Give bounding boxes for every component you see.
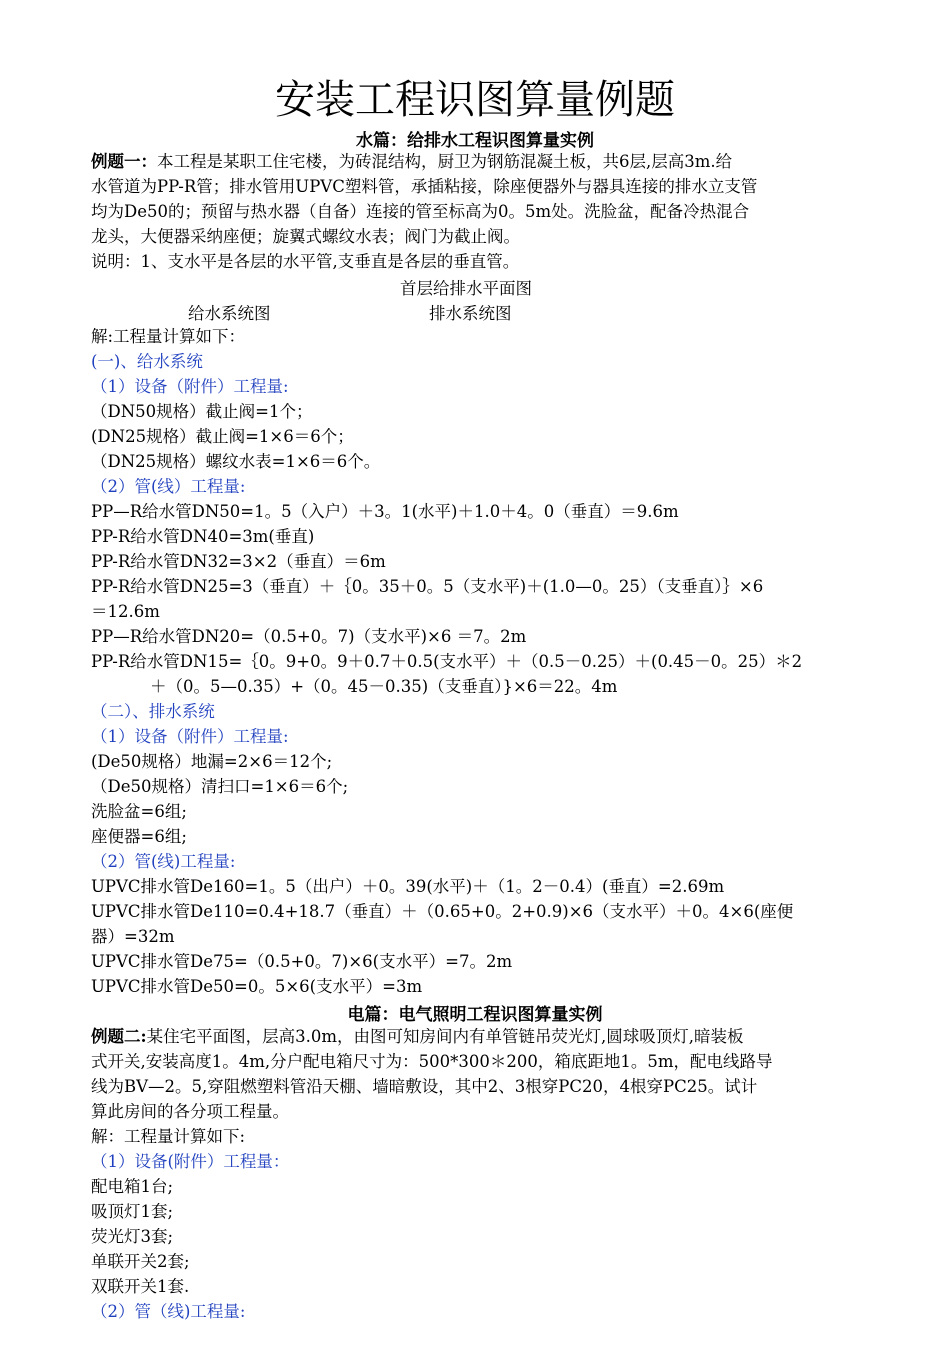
caption-floor-plan: 首层给排水平面图 [400, 279, 532, 298]
electric-equip-title: （1）设备(附件）工程量： [91, 1152, 290, 1171]
drain-pipe-item-cont: 器）=32m [91, 927, 175, 946]
supply-system-title: (一)、给水系统 [91, 352, 203, 371]
water-section-heading: 水篇：给排水工程识图算量实例 [356, 131, 594, 151]
drain-equip-item: （De50规格）清扫口=1×6＝6个; [91, 777, 349, 796]
solution-intro-1: 解:工程量计算如下： [91, 327, 246, 346]
drain-pipe-item: UPVC排水管De160=1。5（出户）＋0。39(水平)＋（1。2－0.4）(垂直）=2.69m [91, 877, 725, 896]
example1-line-4: 龙头，大便器采纳座便；旋翼式螺纹水表；阀门为截止阀。 [91, 227, 520, 246]
supply-pipe-item: PP—R给水管DN50=1。5（入户）＋3。1(水平)＋1.0＋4。0（垂直）＝9.6m [91, 502, 679, 521]
drain-pipe-item: UPVC排水管De75=（0.5+0。7)×6(支水平）=7。2m [91, 952, 513, 971]
example1-line-3: 均为De50的；预留与热水器（自备）连接的管至标高为0。5m处。洗脸盆，配备冷热混合 [91, 202, 750, 221]
supply-pipe-item: PP-R给水管DN15=｛0。9+0。9＋0.7＋0.5(支水平）＋（0.5－0.25）＋(0.45－0。25）＊2 [91, 652, 803, 671]
supply-pipe-item-cont: ＋（0。5—0.35）+（0。45－0.35)（支垂直）}×6＝22。4m [150, 677, 618, 696]
supply-pipe-item: PP-R给水管DN32=3×2（垂直）＝6m [91, 552, 386, 571]
example2-line-2: 式开关,安装高度1。4m,分户配电箱尺寸为：500*300＊200，箱底距地1。5m，配电线路导 [91, 1052, 773, 1071]
drain-equip-item: (De50规格）地漏=2×6＝12个; [91, 752, 333, 771]
drain-pipe-item: UPVC排水管De50=0。5×6(支水平）=3m [91, 977, 423, 996]
supply-pipe-item-cont: ＝12.6m [91, 602, 160, 621]
example2-label: 例题二: [91, 1027, 147, 1046]
example1-line-2: 水管道为PP-R管；排水管用UPVC塑料管，承插粘接，除座便器外与器具连接的排水立支管 [91, 177, 758, 196]
example1-line-1: 例题一：本工程是某职工住宅楼，为砖混结构，厨卫为钢筋混凝土板，共6层,层高3m.给 [91, 152, 733, 171]
example2-line-4: 算此房间的各分项工程量。 [91, 1102, 289, 1121]
example2-line-1: 例题二:某住宅平面图，层高3.0m，由图可知房间内有单管链吊荧光灯,圆球吸顶灯,暗装板 [91, 1027, 744, 1046]
document-title: 安装工程识图算量例题 [275, 77, 675, 123]
electric-section-heading: 电篇：电气照明工程识图算量实例 [347, 1005, 603, 1025]
supply-equip-item: (DN25规格）截止阀=1×6＝6个； [91, 427, 354, 446]
supply-pipe-title: （2）管(线）工程量: [91, 477, 246, 496]
example2-line-3: 线为BV—2。5,穿阻燃塑料管沿天棚、墙暗敷设，其中2、3根穿PC20，4根穿PC25。试计 [91, 1077, 758, 1096]
solution-intro-2: 解：工程量计算如下: [91, 1127, 246, 1146]
electric-equip-item: 双联开关1套. [91, 1277, 190, 1296]
supply-pipe-item: PP-R给水管DN25=3（垂直）＋｛0。35＋0。5（支水平)＋(1.0—0。25）（支垂直）｝×6 [91, 577, 764, 596]
electric-equip-item: 荧光灯3套; [91, 1227, 174, 1246]
drain-equip-item: 座便器=6组; [91, 827, 187, 846]
supply-equip-item: （DN25规格）螺纹水表=1×6＝6个。 [91, 452, 381, 471]
caption-supply-system: 给水系统图 [188, 304, 271, 323]
supply-equip-item: （DN50规格）截止阀=1个； [91, 402, 313, 421]
electric-equip-item: 配电箱1台; [91, 1177, 174, 1196]
drain-equip-title: （1）设备（附件）工程量: [91, 727, 289, 746]
drain-system-title: （二）、排水系统 [91, 702, 215, 721]
drain-pipe-item: UPVC排水管De110=0.4+18.7（垂直）＋（0.65+0。2+0.9)×6（支水平）＋0。4×6(座便 [91, 902, 794, 921]
drain-equip-item: 洗脸盆=6组; [91, 802, 187, 821]
electric-equip-item: 吸顶灯1套; [91, 1202, 174, 1221]
supply-pipe-item: PP—R给水管DN20=（0.5+0。7)（支水平)×6 ＝7。2m [91, 627, 527, 646]
example1-label: 例题一： [91, 152, 157, 171]
caption-drain-system: 排水系统图 [429, 304, 512, 323]
electric-equip-item: 单联开关2套; [91, 1252, 190, 1271]
supply-pipe-item: PP-R给水管DN40=3m(垂直) [91, 527, 315, 546]
electric-pipe-title: （2）管（线)工程量: [91, 1302, 246, 1321]
drain-pipe-title: （2）管(线)工程量: [91, 852, 236, 871]
supply-equip-title: （1）设备（附件）工程量: [91, 377, 289, 396]
example1-note: 说明：1、支水平是各层的水平管,支垂直是各层的垂直管。 [91, 252, 520, 271]
